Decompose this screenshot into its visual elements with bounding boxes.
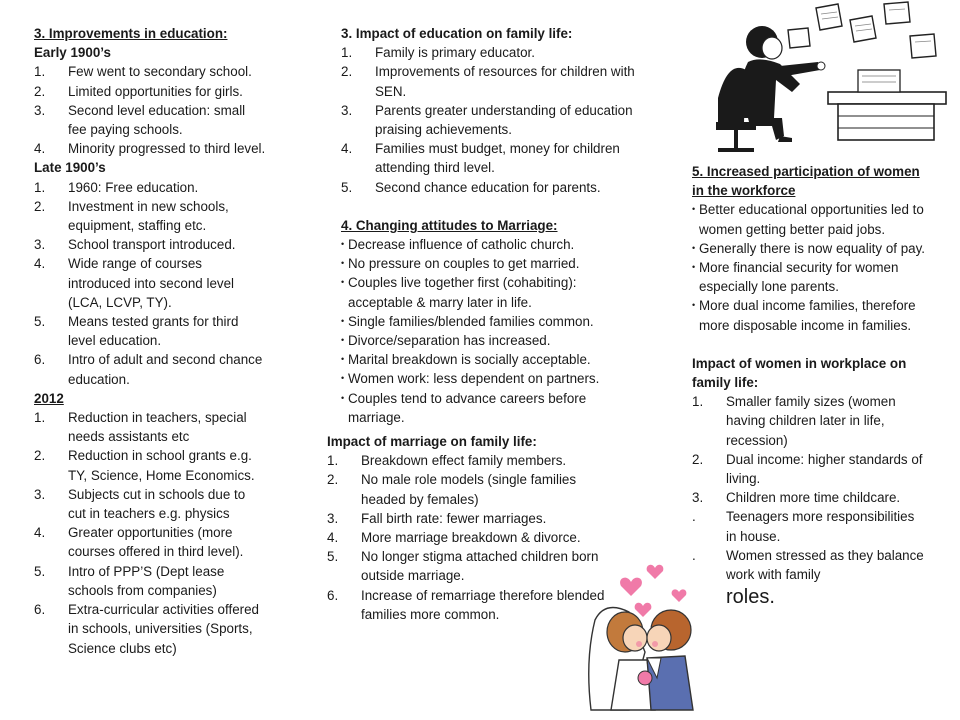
list-item: • Generally there is now equality of pay. bbox=[692, 240, 926, 256]
list-item: 4. More marriage breakdown & divorce. bbox=[327, 530, 581, 546]
list-item: 4. Families must budget, money for children attending third level. bbox=[341, 141, 620, 176]
list-item: • Single families/blended families common. bbox=[341, 313, 594, 329]
list-item: • Better educational opportunities led to women getting better paid jobs. bbox=[692, 202, 924, 237]
heading-late-1900s: Late 1900’s bbox=[34, 160, 106, 176]
heading-impact-education: 3. Impact of education on family life: bbox=[341, 26, 573, 41]
list-item: 3. Second level education: small fee paying schools. bbox=[34, 102, 246, 138]
list-item: . Women stressed as they balance work with family bbox=[692, 547, 924, 583]
list-item: 1. Smaller family sizes (women having children later in life, recession) bbox=[692, 394, 896, 448]
column-women-workforce bbox=[692, 162, 928, 608]
list-item: 6. Increase of remarriage therefore blended families more common. bbox=[327, 587, 605, 622]
list-item: • Couples live together first (cohabiting): acceptable & marry later in life. bbox=[341, 275, 577, 310]
list-item: 2. Reduction in school grants e.g. TY, Science, Home Economics. bbox=[34, 448, 255, 483]
list-item: 3. Subjects cut in schools due to cut in teachers e.g. physics bbox=[34, 486, 246, 522]
heading-2012: 2012 bbox=[34, 390, 64, 406]
list-item: 5. Means tested grants for third level education. bbox=[34, 314, 239, 349]
list-item: • Divorce/separation has increased. bbox=[341, 333, 551, 349]
list-item: 5. No longer stigma attached children born outside marriage. bbox=[327, 549, 599, 584]
list-item: 1. Breakdown effect family members. bbox=[327, 453, 567, 469]
column-education bbox=[34, 24, 266, 658]
final-word: roles. bbox=[726, 586, 775, 609]
list-2012 bbox=[34, 408, 266, 658]
list-impact-education bbox=[341, 43, 641, 197]
list-item: 5. Second chance education for parents. bbox=[341, 179, 601, 195]
heading-changing-attitudes-marriage: 4. Changing attitudes to Marriage: bbox=[341, 217, 558, 233]
list-item: 1. Few went to secondary school. bbox=[34, 64, 252, 80]
heading-women-workforce: 5. Increased participation of women in the workforce bbox=[692, 164, 920, 199]
heading-impact-women: Impact of women in workplace on family life: bbox=[692, 355, 907, 391]
list-item: • Marital breakdown is socially acceptable. bbox=[341, 352, 591, 368]
heading-impact-marriage: Impact of marriage on family life: bbox=[327, 434, 537, 449]
column-family-marriage bbox=[341, 24, 641, 427]
kissing-couple-icon bbox=[585, 560, 720, 715]
list-item: • More dual income families, therefore more disposable income in families. bbox=[692, 298, 916, 333]
list-item: 2. Dual income: higher standards of living. bbox=[692, 451, 923, 487]
list-item: 3. School transport introduced. bbox=[34, 237, 236, 253]
list-item: • Women work: less dependent on partners. bbox=[341, 371, 600, 387]
list-item: 6. Intro of adult and second chance education. bbox=[34, 352, 263, 387]
list-item: 3. Children more time childcare. bbox=[692, 490, 901, 506]
list-women-workforce bbox=[692, 200, 928, 334]
column-impact-marriage bbox=[327, 432, 607, 624]
list-item: 1. Family is primary educator. bbox=[341, 45, 535, 61]
list-impact-marriage bbox=[327, 451, 607, 624]
list-item: 5. Intro of PPP’S (Dept lease schools from companies) bbox=[34, 563, 225, 598]
list-item: 2. Investment in new schools, equipment, staffing etc. bbox=[34, 198, 229, 234]
list-item: • No pressure on couples to get married. bbox=[341, 256, 580, 272]
list-item: 2. No male role models (single families headed by females) bbox=[327, 472, 577, 507]
list-late-1900s bbox=[34, 178, 266, 389]
woman-at-desk-icon bbox=[688, 0, 950, 155]
list-item: 2. Limited opportunities for girls. bbox=[34, 83, 243, 99]
list-item: 2. Improvements of resources for children with SEN. bbox=[341, 64, 635, 99]
list-item: . Teenagers more responsibilities in house. bbox=[692, 509, 915, 544]
list-item: 3. Fall birth rate: fewer marriages. bbox=[327, 510, 547, 526]
list-changing-attitudes bbox=[341, 235, 641, 427]
list-item: 3. Parents greater understanding of education praising achievements. bbox=[341, 102, 633, 138]
list-item: • Decrease influence of catholic church. bbox=[341, 237, 575, 253]
list-item: 4. Wide range of courses introduced into second level (LCA, LCVP, TY). bbox=[34, 256, 235, 310]
heading-early-1900s: Early 1900’s bbox=[34, 45, 111, 61]
list-item: 1. 1960: Free education. bbox=[34, 179, 199, 195]
list-item: 1. Reduction in teachers, special needs assistants etc bbox=[34, 410, 247, 445]
heading-improvements-education: 3. Improvements in education: bbox=[34, 26, 228, 41]
list-item: 6. Extra-curricular activities offered in schools, universities (Sports, Science clubs etc) bbox=[34, 602, 260, 656]
list-impact-women bbox=[692, 392, 928, 584]
list-item: • Couples tend to advance careers before marriage. bbox=[341, 390, 587, 425]
list-item: 4. Greater opportunities (more courses offered in third level). bbox=[34, 525, 244, 560]
list-item: 4. Minority progressed to third level. bbox=[34, 141, 266, 157]
list-item: • More financial security for women especially lone parents. bbox=[692, 260, 899, 295]
list-early-1900s bbox=[34, 62, 266, 158]
